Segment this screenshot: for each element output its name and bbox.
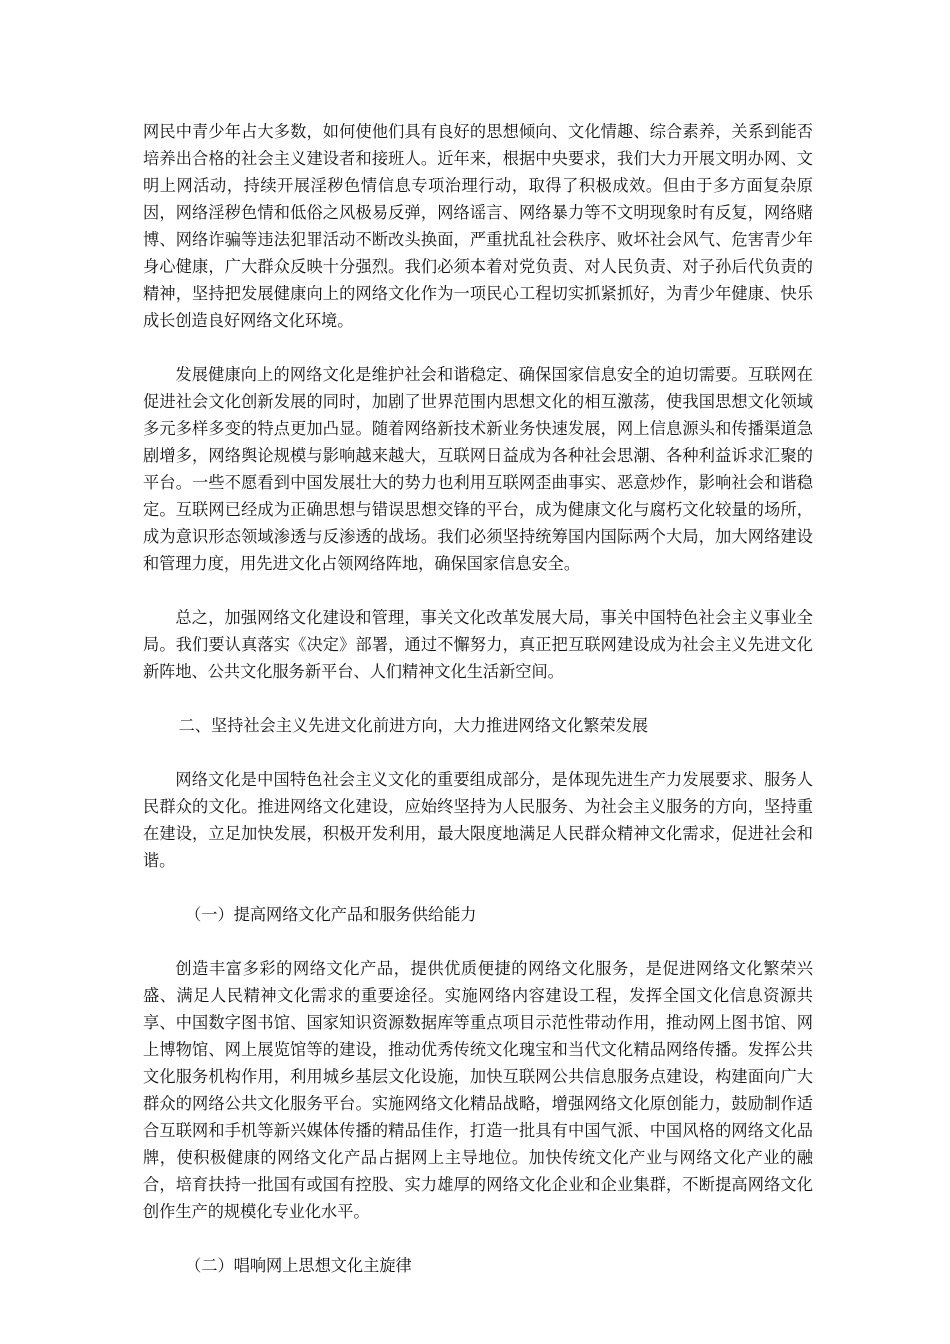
paragraph-youth-netizens: 网民中青少年占大多数，如何使他们具有良好的思想倾向、文化情趣、综合素养，关系到能否培养出合格的社会主义建设者和接班人。近年来，根据中央要求，我们大力开展文明办网、文明上网活动，持续开展淫秽色情信息专项治理行动，取得了积极成效。但由于多方面复杂原因，网络淫秽色情和低俗之风极易反弹，网络谣言、网络暴力等不文明现象时有反复，网络赌博、网络诈骗等违法犯罪活动不断改头换面，严重扰乱社会秩序、败坏社会风气、危害青少年身心健康，广大群众反映十分强烈。我们必须本着对党负责、对人民负责、对子孙后代负责的精神，坚持把发展健康向上的网络文化作为一项民心工程切实抓紧抓好，为青少年健康、快乐成长创造良好网络文化环境。 (143, 122, 813, 330)
subsection-heading-1: （一）提高网络文化产品和服务供给能力 (185, 905, 477, 924)
paragraph-summary: 总之，加强网络文化建设和管理，事关文化改革发展大局，事关中国特色社会主义事业全局。我们要认真落实《决定》部署，通过不懈努力，真正把互联网建设成为社会主义先进文化新阵地、公共文化服务新平台、人们精神文化生活新空间。 (143, 608, 813, 681)
section-heading-2: 二、坚持社会主义先进文化前进方向，大力推进网络文化繁荣发展 (178, 716, 649, 735)
paragraph-network-culture: 网络文化是中国特色社会主义文化的重要组成部分，是体现先进生产力发展要求、服务人民群众的文化。推进网络文化建设，应始终坚持为人民服务、为社会主义服务的方向，坚持重在建设，立足加快发展，积极开发利用，最大限度地满足人民群众精神文化需求，促进社会和谐。 (143, 770, 813, 870)
document-body (143, 118, 813, 1279)
subsection-heading-2: （二）唱响网上思想文化主旋律 (185, 1256, 412, 1275)
paragraph-social-harmony: 发展健康向上的网络文化是维护社会和谐稳定、确保国家信息安全的迫切需要。互联网在促进社会文化创新发展的同时，加剧了世界范围内思想文化的相互激荡，使我国思想文化领域多元多样多变的特点更加凸显。随着网络新技术新业务快速发展，网上信息源头和传播渠道急剧增多，网络舆论规模与影响越来越大，互联网日益成为各种社会思潮、各种利益诉求汇聚的平台。一些不愿看到中国发展壮大的势力也利用互联网歪曲事实、恶意炒作，影响社会和谐稳定。互联网已经成为正确思想与错误思想交锋的平台，成为健康文化与腐朽文化较量的场所，成为意识形态领域渗透与反渗透的战场。我们必须坚持统筹国内国际两个大局，加大网络建设和管理力度，用先进文化占领网络阵地，确保国家信息安全。 (143, 365, 813, 573)
paragraph-products-services: 创造丰富多彩的网络文化产品，提供优质便捷的网络文化服务，是促进网络文化繁荣兴盛、满足人民精神文化需求的重要途径。实施网络内容建设工程，发挥全国文化信息资源共享、中国数字图书馆、国家知识资源数据库等重点项目示范性带动作用，推动网上图书馆、网上博物馆、网上展览馆等的建设，推动优秀传统文化瑰宝和当代文化精品网络传播。发挥公共文化服务机构作用，利用城乡基层文化设施，加快互联网公共信息服务点建设，构建面向广大群众的网络公共文化服务平台。实施网络文化精品战略，增强网络文化原创能力，鼓励制作适合互联网和手机等新兴媒体传播的精品佳作，打造一批具有中国气派、中国风格的网络文化品牌，使积极健康的网络文化产品占据网上主导地位。加快传统文化产业与网络文化产业的融合，培育扶持一批国有或国有控股、实力雄厚的网络文化企业和企业集群，不断提高网络文化创作生产的规模化专业化水平。 (143, 959, 813, 1221)
